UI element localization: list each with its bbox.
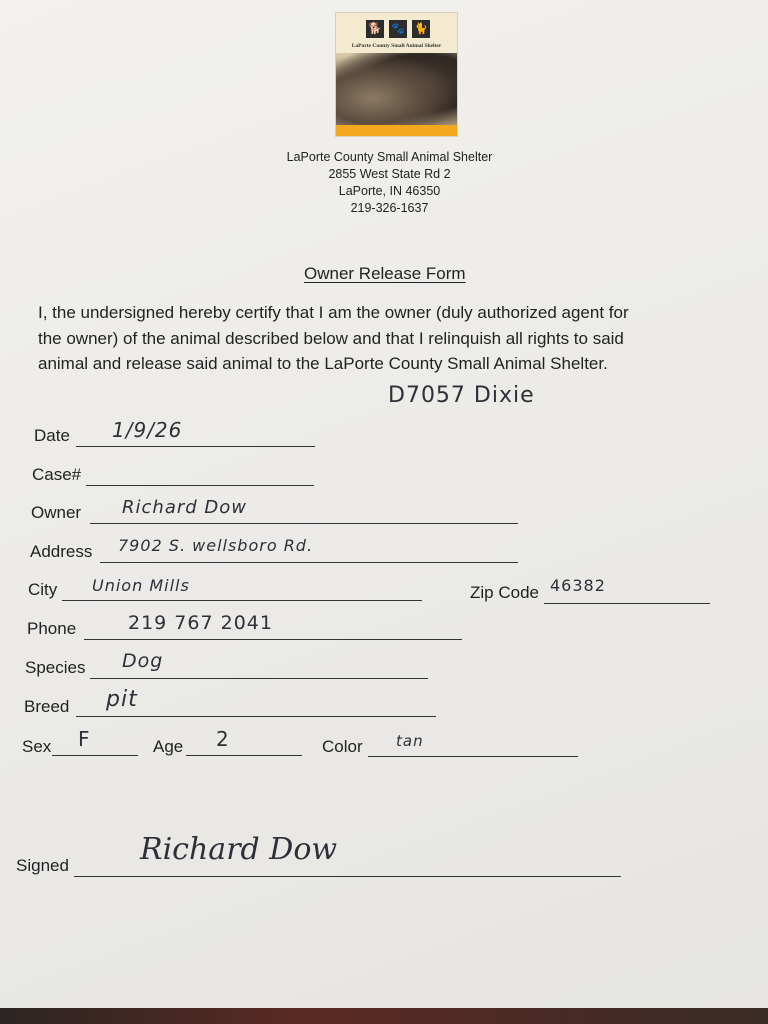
- age-label: Age: [153, 737, 184, 756]
- species-label: Species: [25, 658, 86, 677]
- date-line: [76, 446, 315, 447]
- age-value[interactable]: 2: [216, 727, 230, 751]
- color-value[interactable]: tan: [396, 732, 424, 750]
- phone-line: [84, 639, 462, 640]
- color-label: Color: [322, 737, 363, 756]
- sex-line: [52, 755, 138, 756]
- signed-label: Signed: [16, 856, 69, 875]
- zip-value[interactable]: 46382: [550, 576, 606, 595]
- owner-value[interactable]: Richard Dow: [122, 497, 247, 518]
- sex-value[interactable]: F: [78, 727, 91, 751]
- logo-photo: [336, 53, 458, 128]
- breed-label: Breed: [24, 697, 70, 716]
- logo-stripe: [336, 125, 457, 136]
- form-title: Owner Release Form: [304, 264, 466, 283]
- shelter-phone: 219-326-1637: [350, 201, 429, 215]
- case-label: Case#: [32, 465, 82, 484]
- species-value[interactable]: Dog: [122, 650, 164, 672]
- zip-line: [544, 603, 710, 604]
- signature-value[interactable]: Richard Dow: [140, 832, 338, 867]
- city-label: City: [28, 580, 58, 599]
- cat-icon: 🐈: [412, 20, 430, 38]
- city-line: [62, 600, 422, 601]
- address-value[interactable]: 7902 S. wellsboro Rd.: [118, 536, 314, 555]
- shelter-logo: [335, 12, 458, 137]
- dog-icon: 🐕: [366, 20, 384, 38]
- breed-value[interactable]: pit: [106, 687, 138, 712]
- signature-line: [74, 876, 621, 877]
- breed-line: [76, 716, 436, 717]
- sex-label: Sex: [22, 737, 52, 756]
- case-line: [86, 485, 314, 486]
- address-label: Address: [30, 542, 93, 561]
- certification-line-2: the owner) of the animal described below and that I relinquish all rights to said: [38, 329, 624, 348]
- owner-line: [90, 523, 518, 524]
- color-line: [368, 756, 578, 757]
- shelter-city: LaPorte, IN 46350: [338, 184, 441, 198]
- species-line: [90, 678, 428, 679]
- zip-label: Zip Code: [470, 583, 539, 602]
- date-label: Date: [34, 426, 70, 445]
- owner-label: Owner: [31, 503, 82, 522]
- table-surface: [0, 1008, 768, 1024]
- age-line: [186, 755, 302, 756]
- phone-label: Phone: [27, 619, 77, 638]
- phone-value[interactable]: 219 767 2041: [128, 612, 273, 634]
- address-line: [100, 562, 518, 563]
- shelter-street: 2855 West State Rd 2: [328, 167, 451, 181]
- certification-line-1: I, the undersigned hereby certify that I am the owner (duly authorized agent for: [38, 303, 629, 322]
- certification-line-3: animal and release said animal to the LaPorte County Small Animal Shelter.: [38, 354, 608, 373]
- logo-text: LaPorte County Small Animal Shelter: [351, 43, 442, 49]
- animal-id-note: D7057 Dixie: [388, 383, 535, 408]
- date-value[interactable]: 1/9/26: [112, 418, 183, 442]
- paw-icon: 🐾: [389, 20, 407, 38]
- city-value[interactable]: Union Mills: [92, 576, 190, 595]
- shelter-name: LaPorte County Small Animal Shelter: [286, 150, 493, 164]
